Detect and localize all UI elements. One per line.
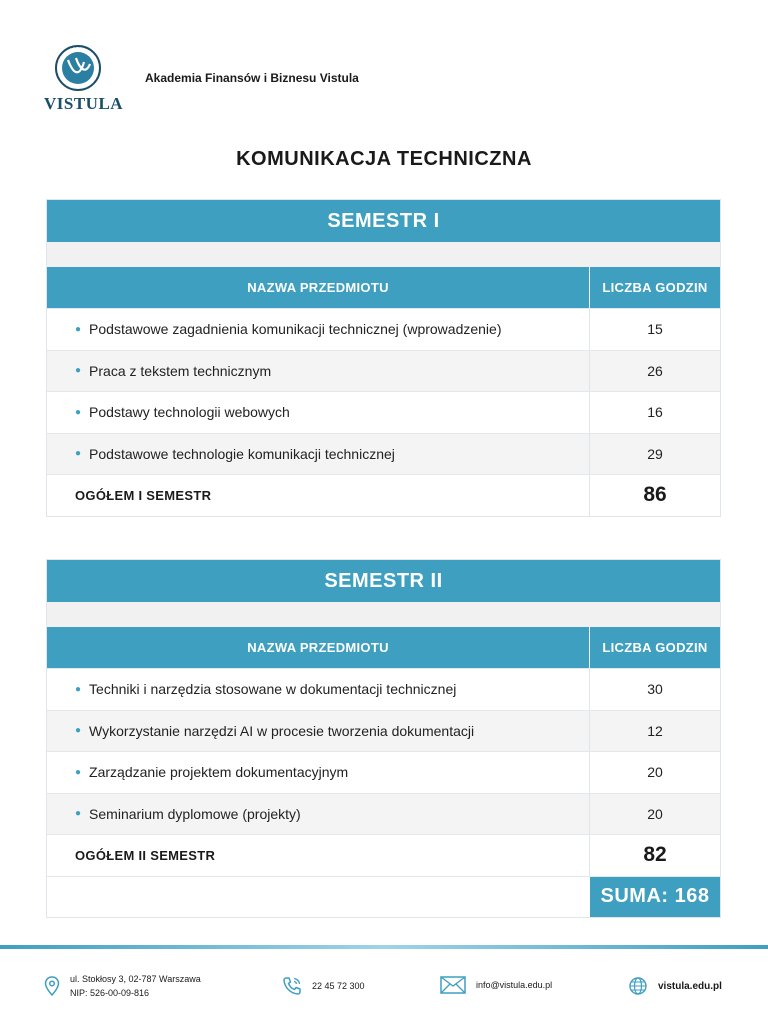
subject-hours: 20 [647,764,663,781]
semester-total-value: 82 [643,843,667,867]
column-header-hours: LICZBA GODZIN [602,640,708,655]
table-header-row [47,267,720,308]
bullet-icon: ● [75,808,82,820]
subject-name: Podstawowe zagadnienia komunikacji technicznej (wprowadzenie) [89,321,502,338]
subject-name: Wykorzystanie narzędzi AI w procesie tworzenia dokumentacji [89,722,475,739]
table-row [47,433,720,475]
page-title: KOMUNIKACJA TECHNICZNA [236,148,532,170]
subject-name-cell [47,711,590,752]
subject-name-cell [47,351,590,392]
phone-number: 22 45 72 300 [312,981,365,991]
table-row [47,793,720,835]
grand-total-spacer [47,877,590,918]
org-name: Akademia Finansów i Biznesu Vistula [145,71,359,85]
spacer [47,602,720,627]
subject-name-cell [47,752,590,793]
subject-hours: 29 [647,445,663,462]
address-line-2: NIP: 526-00-09-816 [70,988,150,998]
page-footer [0,960,768,1016]
subject-name: Podstawy technologii webowych [89,404,290,421]
email-address: info@vistula.edu.pl [476,980,553,990]
semester-title: SEMESTR II [47,560,720,602]
logo-emblem-icon [40,40,116,100]
spacer [47,242,720,267]
subject-name-cell [47,434,590,475]
address-line-1: ul. Stokłosy 3, 02-787 Warszawa [70,974,201,984]
column-header-hours: LICZBA GODZIN [602,280,708,295]
subject-hours: 30 [647,681,663,698]
table-row [47,391,720,433]
subject-name-cell [47,794,590,835]
footer-website[interactable] [628,976,722,996]
grand-total-value: SUMA: 168 [590,877,720,918]
subject-name-cell [47,669,590,710]
subject-name: Zarządzanie projektem dokumentacyjnym [89,764,349,781]
table-row [47,668,720,710]
bullet-icon: ● [75,406,82,418]
table-row [47,350,720,392]
location-pin-icon [44,976,60,996]
address-text [70,972,201,1000]
phone-icon [282,976,302,996]
semester-title: SEMESTR I [47,200,720,242]
table-header-row [47,627,720,668]
mail-icon [440,976,466,994]
subject-name: Podstawowe technologie komunikacji technicznej [89,445,395,462]
grand-total-row [47,876,720,918]
page-header [40,40,740,120]
subject-name-cell [47,392,590,433]
vistula-logo [40,40,124,116]
subject-name: Seminarium dyplomowe (projekty) [89,805,301,822]
bullet-icon: ● [75,725,82,737]
footer-address [44,972,201,1000]
column-header-name: NAZWA PRZEDMIOTU [47,627,590,668]
semester-1-table [46,199,721,517]
subject-name-cell [47,309,590,350]
table-row [47,751,720,793]
globe-icon [628,976,648,996]
semester-total-value: 86 [643,483,667,507]
semester-total-label: OGÓŁEM II SEMESTR [47,835,590,876]
subject-hours: 15 [647,321,663,338]
footer-divider [0,945,768,949]
bullet-icon: ● [75,365,82,377]
bullet-icon: ● [75,448,82,460]
bullet-icon: ● [75,683,82,695]
subject-name: Techniki i narzędzia stosowane w dokumentacji technicznej [89,681,457,698]
subject-hours: 12 [647,722,663,739]
semester-2-table [46,559,721,918]
bullet-icon: ● [75,323,82,335]
subject-hours: 26 [647,362,663,379]
bullet-icon: ● [75,766,82,778]
footer-email[interactable] [440,976,552,994]
column-header-name: NAZWA PRZEDMIOTU [47,267,590,308]
subject-hours: 16 [647,404,663,421]
table-row [47,710,720,752]
semester-total-row [47,834,720,876]
footer-phone[interactable] [282,976,365,996]
table-row [47,308,720,350]
subject-hours: 20 [647,805,663,822]
semester-total-row [47,474,720,516]
subject-name: Praca z tekstem technicznym [89,362,272,379]
logo-wordmark: VISTULA [44,94,124,113]
website-link: vistula.edu.pl [658,980,722,992]
semester-total-label: OGÓŁEM I SEMESTR [47,475,590,516]
